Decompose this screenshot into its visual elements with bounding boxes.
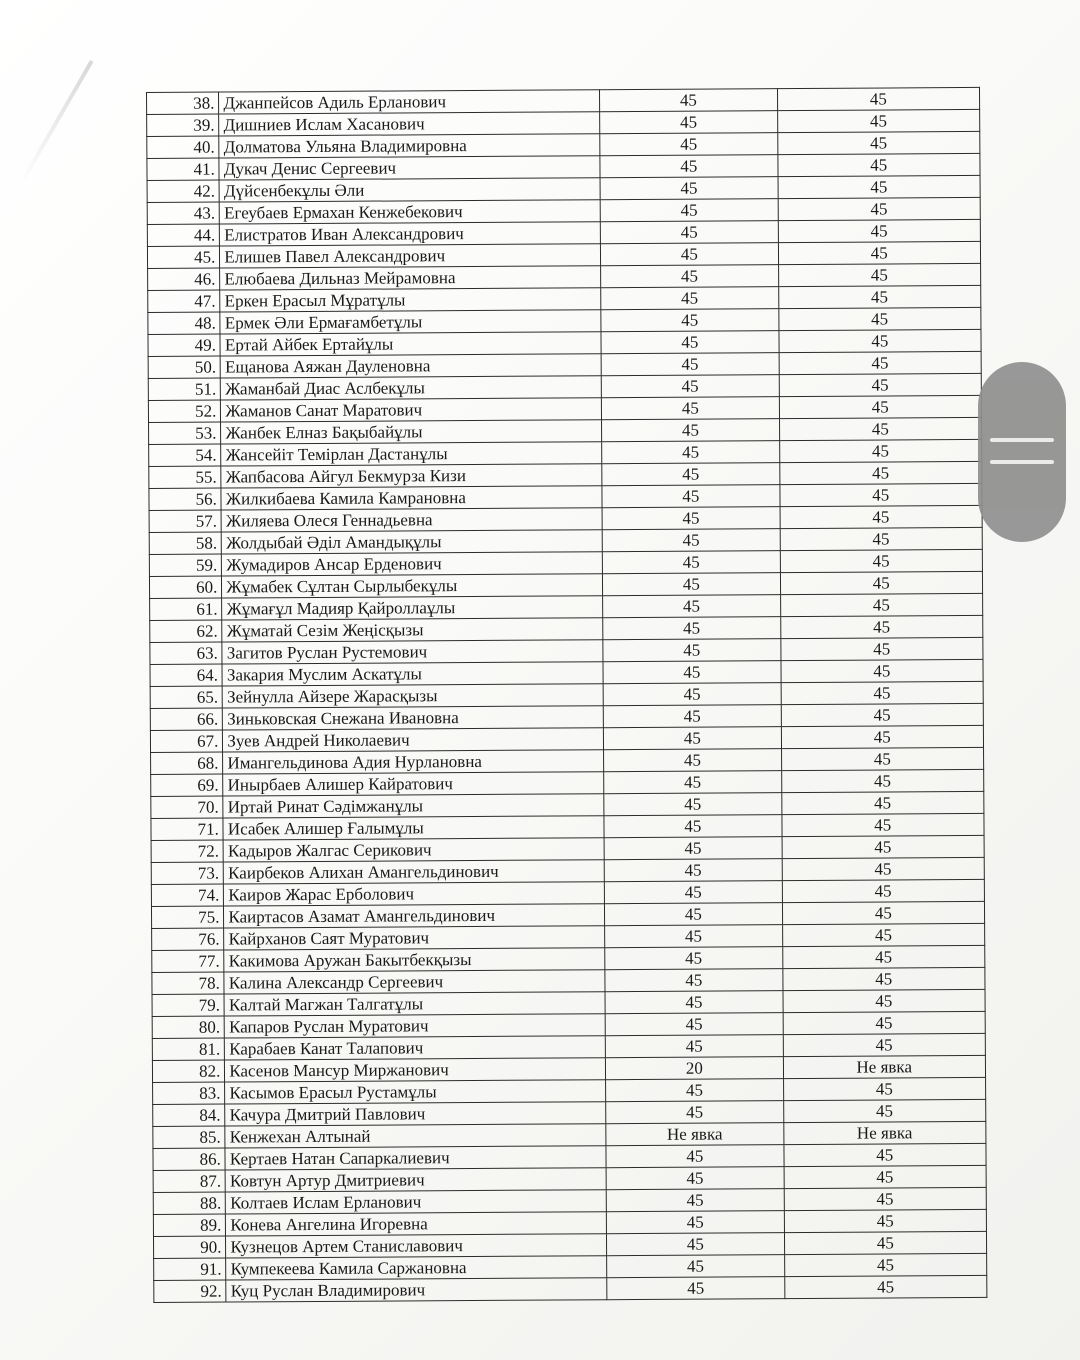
score-cell-2: 45 — [784, 1253, 987, 1276]
student-name: Егеубаев Ермахан Кенжебекович — [220, 200, 601, 224]
row-number: 76. — [152, 928, 225, 950]
score-cell-2: 45 — [784, 1165, 987, 1188]
row-number: 67. — [150, 730, 223, 752]
row-number: 60. — [149, 576, 222, 598]
row-number: 87. — [153, 1170, 226, 1192]
score-cell-2: 45 — [778, 285, 981, 308]
student-name: Дишниев Ислам Хасанович — [219, 112, 600, 136]
score-cell-1: 45 — [601, 221, 778, 244]
score-cell-1: 45 — [605, 1035, 782, 1058]
row-number: 64. — [150, 664, 223, 686]
document-sheet — [146, 87, 987, 1303]
score-cell-2: 45 — [780, 549, 983, 572]
score-cell-2: 45 — [781, 747, 984, 770]
score-cell-2: 45 — [780, 593, 983, 616]
student-name: Елистратов Иван Александрович — [220, 222, 601, 246]
student-name: Кузнецов Артем Станиславович — [226, 1234, 607, 1258]
student-name: Калина Александр Сергеевич — [224, 970, 605, 994]
score-cell-2: 45 — [777, 87, 980, 110]
score-cell-2: 45 — [783, 1143, 986, 1166]
score-cell-1: 45 — [606, 1145, 783, 1168]
student-name: Кертаев Натан Сапаркалиевич — [225, 1146, 606, 1170]
score-cell-2: 45 — [781, 791, 984, 814]
student-name: Капаров Руслан Муратович — [225, 1014, 606, 1038]
score-cell-2: 45 — [782, 967, 985, 990]
student-name: Елюбаева Дильназ Мейрамовна — [220, 266, 601, 290]
score-cell-1: 45 — [607, 1211, 784, 1234]
student-name: Каиров Жарас Ерболович — [224, 882, 605, 906]
row-number: 73. — [151, 862, 224, 884]
score-cell-1: 45 — [607, 1277, 784, 1300]
score-cell-2: 45 — [781, 725, 984, 748]
student-name: Касымов Ерасыл Рустамұлы — [225, 1080, 606, 1104]
score-cell-2: 45 — [780, 571, 983, 594]
row-number: 61. — [150, 598, 223, 620]
score-cell-1: 45 — [601, 287, 778, 310]
student-name: Жұмағұл Мадияр Қайроллаұлы — [222, 596, 603, 620]
score-cell-2: 45 — [779, 483, 982, 506]
score-cell-1: 45 — [601, 353, 778, 376]
student-name: Каиртасов Азамат Амангельдинович — [224, 904, 605, 928]
student-name: Ертай Айбек Ертайұлы — [220, 332, 601, 356]
student-name: Жаманбай Диас Аслбекұлы — [221, 376, 602, 400]
score-cell-1: 45 — [602, 397, 779, 420]
student-name: Еркен Ерасыл Мұратұлы — [220, 288, 601, 312]
score-cell-1: 45 — [602, 507, 779, 530]
score-cell-1: 20 — [606, 1057, 783, 1080]
student-name: Имангельдинова Адия Нурлановна — [223, 750, 604, 774]
score-cell-1: 45 — [605, 991, 782, 1014]
row-number: 78. — [152, 972, 225, 994]
row-number: 48. — [148, 312, 221, 334]
score-cell-2: 45 — [778, 263, 981, 286]
score-cell-2: Не явка — [783, 1055, 986, 1078]
score-cell-1: 45 — [607, 1233, 784, 1256]
row-number: 85. — [153, 1126, 226, 1148]
score-cell-2: 45 — [779, 461, 982, 484]
score-cell-2: 45 — [778, 241, 981, 264]
row-number: 52. — [148, 400, 221, 422]
score-cell-2: 45 — [782, 857, 985, 880]
row-number: 40. — [147, 136, 220, 158]
score-cell-1: 45 — [602, 419, 779, 442]
student-name: Кадыров Жалгас Серикович — [223, 838, 604, 862]
score-cell-1: 45 — [603, 639, 780, 662]
score-cell-1: 45 — [601, 375, 778, 398]
row-number: 72. — [151, 840, 224, 862]
row-number: 54. — [149, 444, 222, 466]
score-cell-2: 45 — [778, 307, 981, 330]
score-cell-2: 45 — [783, 1033, 986, 1056]
score-cell-2: 45 — [780, 637, 983, 660]
student-name: Елишев Павел Александрович — [220, 244, 601, 268]
student-name: Кенжехан Алтынай — [225, 1124, 606, 1148]
score-cell-1: 45 — [600, 133, 777, 156]
student-name: Дүйсенбекұлы Әли — [219, 178, 600, 202]
score-cell-1: 45 — [602, 529, 779, 552]
student-name: Иртай Ринат Сәдімжанұлы — [223, 794, 604, 818]
score-cell-1: 45 — [606, 1189, 783, 1212]
student-name: Ковтун Артур Дмитриевич — [225, 1168, 606, 1192]
score-cell-2: 45 — [779, 351, 982, 374]
student-name: Конева Ангелина Игоревна — [226, 1212, 607, 1236]
student-name: Какимова Аружан Бакытбекқызы — [224, 948, 605, 972]
score-cell-2: 45 — [784, 1209, 987, 1232]
row-number: 90. — [153, 1236, 226, 1258]
row-number: 56. — [149, 488, 222, 510]
student-name: Зейнулла Айзере Жарасқызы — [223, 684, 604, 708]
score-cell-2: 45 — [783, 1099, 986, 1122]
score-cell-1: 45 — [600, 199, 777, 222]
score-cell-1: 45 — [605, 925, 782, 948]
score-cell-2: 45 — [778, 219, 981, 242]
score-cell-1: 45 — [603, 617, 780, 640]
score-cell-2: 45 — [780, 615, 983, 638]
score-cell-2: 45 — [777, 109, 980, 132]
score-cell-1: 45 — [600, 89, 777, 112]
student-name: Жансейіт Темірлан Дастанұлы — [221, 442, 602, 466]
student-name: Ермек Әли Ермағамбетұлы — [220, 310, 601, 334]
score-cell-1: 45 — [601, 265, 778, 288]
student-name: Жилкибаева Камила Камрановна — [221, 486, 602, 510]
student-name: Кумпекеева Камила Саржановна — [226, 1256, 607, 1280]
row-number: 46. — [148, 268, 221, 290]
score-cell-1: 45 — [602, 463, 779, 486]
row-number: 62. — [150, 620, 223, 642]
student-name: Дукач Денис Сергеевич — [219, 156, 600, 180]
score-cell-2: 45 — [783, 1077, 986, 1100]
student-name: Кайрханов Саят Муратович — [224, 926, 605, 950]
student-name: Жиляева Олеся Геннадьевна — [221, 508, 602, 532]
row-number: 80. — [152, 1016, 225, 1038]
score-cell-1: 45 — [600, 155, 777, 178]
row-number: 77. — [152, 950, 225, 972]
grip-line-top — [990, 438, 1054, 442]
score-cell-1: 45 — [605, 903, 782, 926]
student-name: Жаманов Санат Маратович — [221, 398, 602, 422]
row-number: 89. — [153, 1214, 226, 1236]
score-cell-2: 45 — [783, 1011, 986, 1034]
score-cell-1: 45 — [603, 661, 780, 684]
score-cell-2: 45 — [783, 989, 986, 1012]
student-name: Жанбек Елназ Бақыбайұлы — [221, 420, 602, 444]
score-cell-2: 45 — [778, 329, 981, 352]
student-name: Качура Дмитрий Павлович — [225, 1102, 606, 1126]
score-cell-2: 45 — [781, 813, 984, 836]
score-cell-2: 45 — [784, 1275, 987, 1298]
row-number: 44. — [147, 224, 220, 246]
student-name: Зиньковская Снежана Ивановна — [223, 706, 604, 730]
row-number: 71. — [151, 818, 224, 840]
results-table — [146, 87, 987, 1303]
score-cell-2: 45 — [779, 439, 982, 462]
score-cell-2: 45 — [779, 395, 982, 418]
row-number: 58. — [149, 532, 222, 554]
row-number: 68. — [151, 752, 224, 774]
student-name: Жолдыбай Әділ Амандықұлы — [222, 530, 603, 554]
student-name: Инырбаев Алишер Кайратович — [223, 772, 604, 796]
row-number: 39. — [147, 114, 220, 136]
row-number: 91. — [154, 1258, 227, 1280]
score-cell-2: 45 — [781, 703, 984, 726]
results-table-body — [147, 87, 987, 1302]
student-name: Калтай Магжан Талгатұлы — [224, 992, 605, 1016]
row-number: 45. — [147, 246, 220, 268]
score-cell-1: 45 — [601, 243, 778, 266]
score-cell-1: 45 — [604, 793, 781, 816]
row-number: 69. — [151, 774, 224, 796]
score-cell-2: 45 — [784, 1231, 987, 1254]
student-name: Колтаев Ислам Ерланович — [226, 1190, 607, 1214]
student-name: Исабек Алишер Ғалымұлы — [223, 816, 604, 840]
score-cell-2: 45 — [777, 153, 980, 176]
score-cell-1: 45 — [605, 947, 782, 970]
score-cell-2: 45 — [777, 131, 980, 154]
row-number: 47. — [148, 290, 221, 312]
score-cell-1: 45 — [604, 815, 781, 838]
score-cell-2: 45 — [784, 1187, 987, 1210]
score-cell-1: 45 — [606, 1079, 783, 1102]
score-cell-2: 45 — [780, 659, 983, 682]
student-name: Жұматай Сезім Жеңісқызы — [222, 618, 603, 642]
score-cell-1: 45 — [603, 573, 780, 596]
scroll-handle[interactable] — [978, 362, 1066, 542]
row-number: 38. — [147, 92, 220, 114]
score-cell-2: 45 — [780, 505, 983, 528]
student-name: Жұмабек Сұлтан Сырлыбекұлы — [222, 574, 603, 598]
score-cell-1: 45 — [603, 551, 780, 574]
score-cell-1: 45 — [602, 441, 779, 464]
student-name: Ещанова Аяжан Дауленовна — [220, 354, 601, 378]
row-number: 66. — [150, 708, 223, 730]
score-cell-1: 45 — [606, 1167, 783, 1190]
row-number: 57. — [149, 510, 222, 532]
row-number: 79. — [152, 994, 225, 1016]
student-name: Джанпейсов Адиль Ерланович — [219, 90, 600, 114]
student-name: Касенов Мансур Миржанович — [225, 1058, 606, 1082]
score-cell-1: 45 — [604, 771, 781, 794]
row-number: 43. — [147, 202, 220, 224]
score-cell-1: 45 — [603, 705, 780, 728]
score-cell-1: 45 — [602, 485, 779, 508]
row-number: 75. — [151, 906, 224, 928]
row-number: 65. — [150, 686, 223, 708]
score-cell-2: 45 — [779, 417, 982, 440]
row-number: 63. — [150, 642, 223, 664]
student-name: Карабаев Канат Талапович — [225, 1036, 606, 1060]
score-cell-1: 45 — [607, 1255, 784, 1278]
student-name: Закария Муслим Аскатұлы — [222, 662, 603, 686]
row-number: 92. — [154, 1280, 227, 1302]
score-cell-2: 45 — [782, 923, 985, 946]
student-name: Жумадиров Ансар Ерденович — [222, 552, 603, 576]
row-number: 53. — [149, 422, 222, 444]
row-number: 42. — [147, 180, 220, 202]
score-cell-1: 45 — [601, 331, 778, 354]
student-name: Куц Руслан Владимирович — [226, 1278, 607, 1302]
score-cell-2: 45 — [781, 769, 984, 792]
student-name: Зуев Андрей Николаевич — [223, 728, 604, 752]
score-cell-2: 45 — [782, 901, 985, 924]
score-cell-2: 45 — [781, 681, 984, 704]
row-number: 49. — [148, 334, 221, 356]
student-name: Загитов Руслан Рустемович — [222, 640, 603, 664]
score-cell-1: 45 — [603, 683, 780, 706]
score-cell-1: 45 — [604, 837, 781, 860]
score-cell-1: 45 — [601, 309, 778, 332]
score-cell-1: 45 — [600, 177, 777, 200]
row-number: 86. — [153, 1148, 226, 1170]
score-cell-1: Не явка — [606, 1123, 783, 1146]
score-cell-2: 45 — [778, 197, 981, 220]
row-number: 83. — [153, 1082, 226, 1104]
row-number: 50. — [148, 356, 221, 378]
score-cell-1: 45 — [605, 969, 782, 992]
score-cell-2: 45 — [778, 175, 981, 198]
score-cell-2: 45 — [782, 879, 985, 902]
row-number: 84. — [153, 1104, 226, 1126]
row-number: 55. — [149, 466, 222, 488]
row-number: 81. — [152, 1038, 225, 1060]
row-number: 41. — [147, 158, 220, 180]
student-name: Жапбасова Айгул Бекмурза Кизи — [221, 464, 602, 488]
grip-line-bottom — [990, 460, 1054, 464]
score-cell-1: 45 — [605, 881, 782, 904]
score-cell-2: 45 — [779, 373, 982, 396]
student-name: Каирбеков Алихан Амангельдинович — [224, 860, 605, 884]
table-row — [154, 1275, 987, 1302]
row-number: 74. — [151, 884, 224, 906]
score-cell-1: 45 — [604, 749, 781, 772]
score-cell-1: 45 — [603, 595, 780, 618]
score-cell-1: 45 — [604, 859, 781, 882]
score-cell-2: Не явка — [783, 1121, 986, 1144]
score-cell-2: 45 — [782, 835, 985, 858]
row-number: 88. — [153, 1192, 226, 1214]
row-number: 59. — [149, 554, 222, 576]
score-cell-2: 45 — [782, 945, 985, 968]
score-cell-1: 45 — [600, 111, 777, 134]
score-cell-1: 45 — [604, 727, 781, 750]
student-name: Долматова Ульяна Владимировна — [219, 134, 600, 158]
row-number: 70. — [151, 796, 224, 818]
score-cell-1: 45 — [605, 1013, 782, 1036]
row-number: 82. — [152, 1060, 225, 1082]
row-number: 51. — [148, 378, 221, 400]
score-cell-1: 45 — [606, 1101, 783, 1124]
score-cell-2: 45 — [780, 527, 983, 550]
